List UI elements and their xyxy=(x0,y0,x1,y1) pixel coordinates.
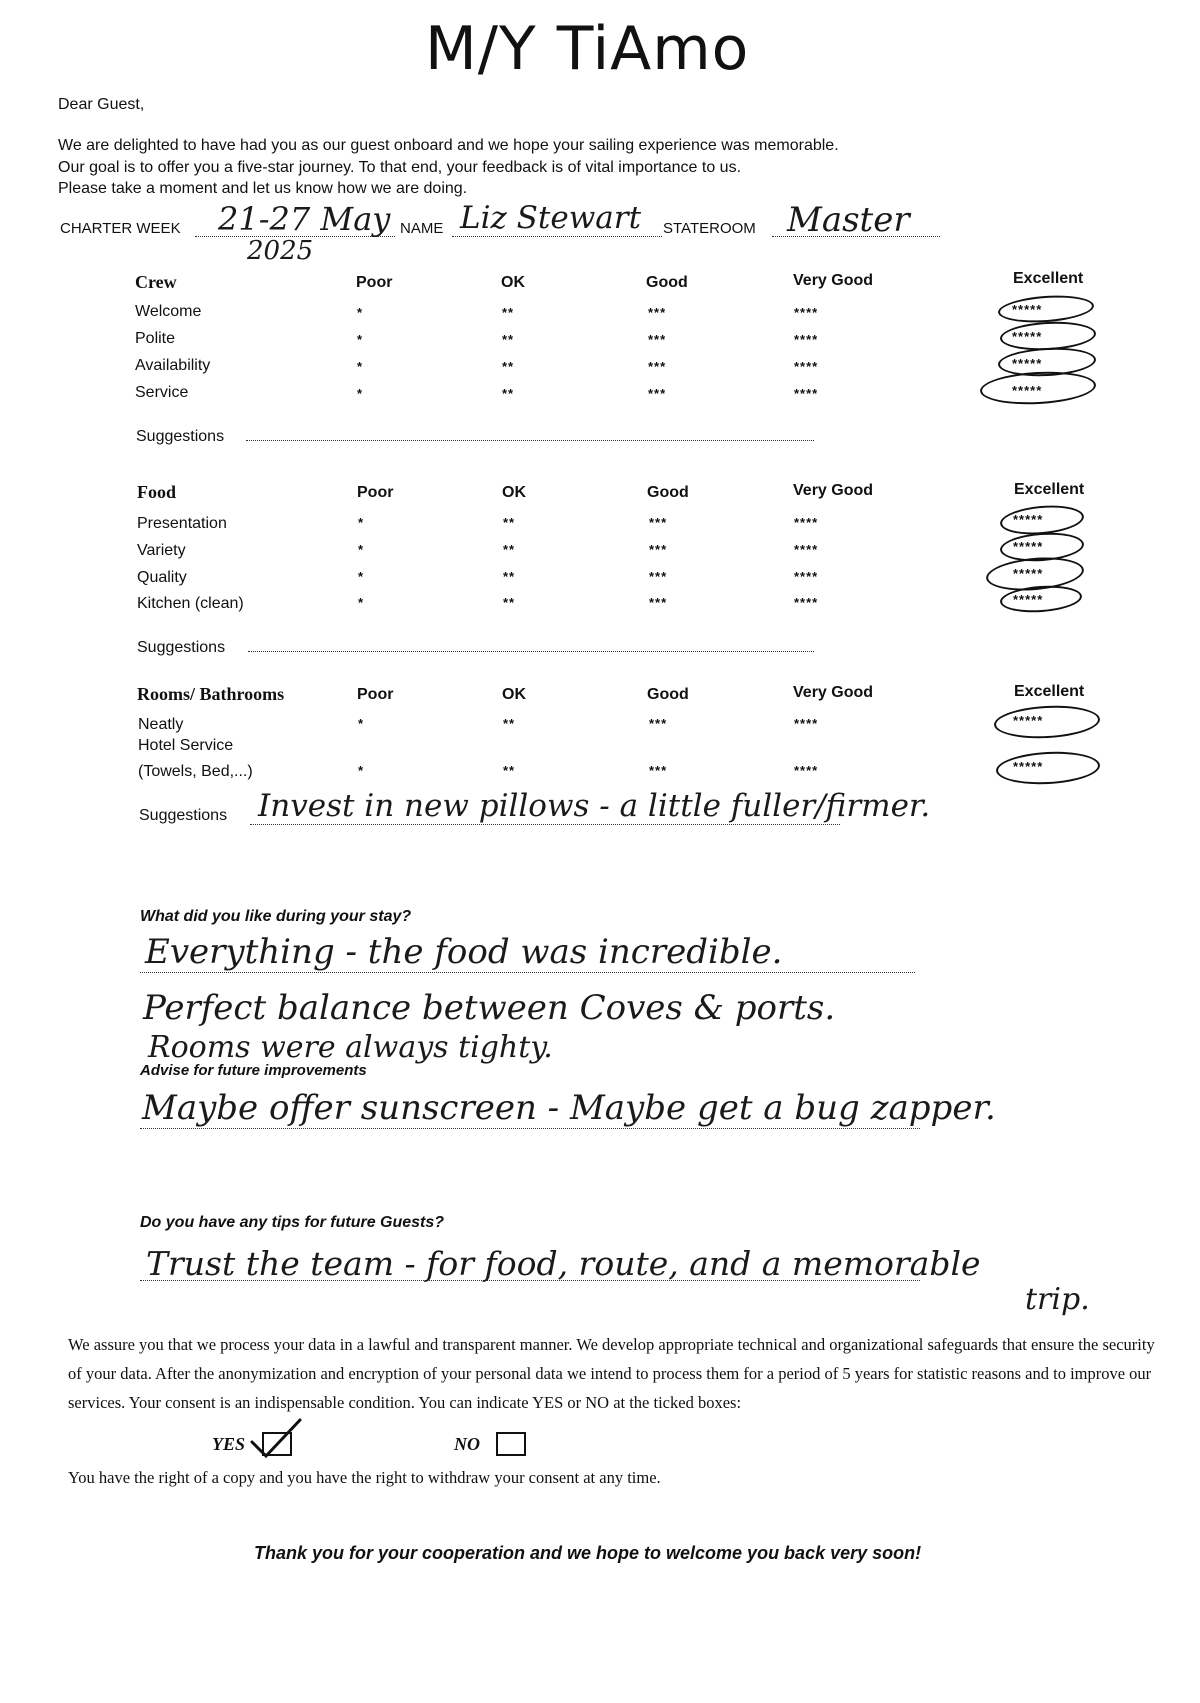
rooms-suggestions-label: Suggestions xyxy=(139,807,228,824)
rating-star-selected[interactable]: ***** xyxy=(1013,713,1044,728)
greeting: Dear Guest, xyxy=(58,96,145,113)
rating-star[interactable]: **** xyxy=(794,542,819,557)
rating-star[interactable]: ** xyxy=(503,595,516,610)
rating-star[interactable]: ** xyxy=(502,359,515,374)
selection-circle xyxy=(979,369,1097,407)
rating-star[interactable]: *** xyxy=(648,386,667,401)
rating-star[interactable]: *** xyxy=(649,515,668,530)
rating-star[interactable]: ** xyxy=(502,332,515,347)
stateroom-label: STATEROOM xyxy=(663,220,756,237)
tips-question: Do you have any tips for future Guests? xyxy=(140,1214,445,1231)
name-value[interactable]: Liz Stewart xyxy=(460,200,642,236)
advise-question: Advise for future improvements xyxy=(140,1062,367,1079)
advise-answer-1[interactable]: Maybe offer sunscreen - Maybe get a bug zapper. xyxy=(142,1088,996,1128)
rating-star[interactable]: *** xyxy=(649,595,668,610)
rating-star[interactable]: ** xyxy=(503,542,516,557)
rating-star-selected[interactable]: ***** xyxy=(1012,329,1043,344)
rating-star-selected[interactable]: ***** xyxy=(1012,302,1043,317)
crew-col-ok: OK xyxy=(501,274,525,291)
liked-line[interactable] xyxy=(140,972,915,973)
rating-star[interactable]: * xyxy=(358,716,365,731)
rating-star[interactable]: ** xyxy=(503,569,516,584)
advise-line[interactable] xyxy=(140,1128,920,1129)
rating-star[interactable]: **** xyxy=(794,569,819,584)
food-row-kitchen: Kitchen (clean) xyxy=(137,595,244,612)
name-line xyxy=(452,236,662,237)
rooms-row-hotel-service: Hotel Service xyxy=(138,737,234,754)
food-suggestions-label: Suggestions xyxy=(137,639,226,656)
rooms-row-neatly: Neatly xyxy=(138,716,184,733)
rating-star-selected[interactable]: ***** xyxy=(1013,592,1044,607)
rating-star[interactable]: *** xyxy=(648,359,667,374)
rating-star[interactable]: **** xyxy=(794,305,819,320)
rating-star[interactable]: * xyxy=(357,332,364,347)
intro-line-2: Our goal is to offer you a five-star journey. To that end, your feedback is of vital importance to us. xyxy=(58,159,742,176)
tips-answer-2[interactable]: trip. xyxy=(1025,1282,1090,1317)
rating-star[interactable]: **** xyxy=(794,595,819,610)
charter-year-value[interactable]: 2025 xyxy=(247,236,314,266)
crew-row-polite: Polite xyxy=(135,330,176,347)
rating-star[interactable]: **** xyxy=(794,359,819,374)
rooms-row-hotel-service-detail: (Towels, Bed,...) xyxy=(138,763,253,780)
rating-star[interactable]: * xyxy=(358,763,365,778)
page-title: M/Y TiAmo xyxy=(425,14,750,84)
rating-star[interactable]: ** xyxy=(503,716,516,731)
rating-star[interactable]: ** xyxy=(502,305,515,320)
rating-star[interactable]: **** xyxy=(794,763,819,778)
tips-answer-1[interactable]: Trust the team - for food, route, and a memorable xyxy=(146,1244,981,1283)
crew-row-welcome: Welcome xyxy=(135,303,202,320)
rating-star-selected[interactable]: ***** xyxy=(1013,566,1044,581)
liked-answer-1[interactable]: Everything - the food was incredible. xyxy=(145,932,783,972)
food-row-variety: Variety xyxy=(137,542,186,559)
rating-star-selected[interactable]: ***** xyxy=(1012,383,1043,398)
food-col-good: Good xyxy=(647,484,689,501)
rating-star[interactable]: * xyxy=(358,515,365,530)
food-col-ok: OK xyxy=(502,484,526,501)
rooms-section-title: Rooms/ Bathrooms xyxy=(137,684,285,704)
rights-statement: You have the right of a copy and you have the right to withdraw your consent at any time. xyxy=(68,1468,661,1487)
rooms-col-ok: OK xyxy=(502,686,526,703)
crew-suggestions-label: Suggestions xyxy=(136,428,225,445)
crew-col-very-good: Very Good xyxy=(793,272,874,289)
liked-answer-2[interactable]: Perfect balance between Coves & ports. xyxy=(143,988,836,1028)
privacy-statement: We assure you that we process your data in a lawful and transparent manner. We develop appropriate technical and organizational safeguards that ensure the security of your data. After the anonymization and encryption of your personal data we intend to process them for a period of 5 years for statistic reasons and to improve our services. Your consent is an indispensable condition. You can indicate YES or NO at the ticked boxes: xyxy=(68,1335,1155,1412)
selection-circle xyxy=(997,293,1095,326)
rating-star[interactable]: *** xyxy=(649,542,668,557)
rating-star[interactable]: **** xyxy=(794,386,819,401)
rooms-col-poor: Poor xyxy=(357,686,394,703)
crew-section-title: Crew xyxy=(135,272,177,292)
food-section-title: Food xyxy=(137,482,177,502)
thank-you-message: Thank you for your cooperation and we hope to welcome you back very soon! xyxy=(254,1543,922,1563)
rooms-col-very-good: Very Good xyxy=(793,684,874,701)
consent-no-checkbox[interactable] xyxy=(496,1432,526,1456)
consent-no-label: NO xyxy=(454,1434,480,1454)
rooms-suggestions-line[interactable] xyxy=(250,824,840,825)
liked-question: What did you like during your stay? xyxy=(140,908,412,925)
food-row-quality: Quality xyxy=(137,569,187,586)
charter-week-label: CHARTER WEEK xyxy=(60,220,181,237)
food-col-excellent: Excellent xyxy=(1014,481,1085,498)
rating-star-selected[interactable]: ***** xyxy=(1012,356,1043,371)
rating-star[interactable]: **** xyxy=(794,515,819,530)
rating-star[interactable]: * xyxy=(357,359,364,374)
rating-star[interactable]: *** xyxy=(649,763,668,778)
consent-yes-label: YES xyxy=(212,1434,246,1454)
rating-star[interactable]: ** xyxy=(503,763,516,778)
crew-col-poor: Poor xyxy=(356,274,393,291)
food-suggestions-line[interactable] xyxy=(248,651,814,652)
rating-star-selected[interactable]: ***** xyxy=(1013,759,1044,774)
rating-star[interactable]: * xyxy=(358,595,365,610)
selection-circle xyxy=(993,703,1101,741)
rating-star[interactable]: *** xyxy=(649,716,668,731)
consent-yes-checkbox[interactable] xyxy=(262,1432,292,1456)
selection-circle xyxy=(995,749,1101,786)
stateroom-value[interactable]: Master xyxy=(787,200,910,240)
intro-line-1: We are delighted to have had you as our guest onboard and we hope your sailing experience was memorable. xyxy=(58,137,839,154)
name-label: NAME xyxy=(400,220,444,237)
rooms-col-excellent: Excellent xyxy=(1014,683,1085,700)
rating-star[interactable]: *** xyxy=(648,305,667,320)
food-row-presentation: Presentation xyxy=(137,515,227,532)
crew-suggestions-line[interactable] xyxy=(246,440,814,441)
rating-star[interactable]: **** xyxy=(794,716,819,731)
rating-star-selected[interactable]: ***** xyxy=(1013,512,1044,527)
rating-star[interactable]: ** xyxy=(503,515,516,530)
charter-week-value[interactable]: 21-27 May xyxy=(218,200,391,238)
crew-col-good: Good xyxy=(646,274,688,291)
crew-col-excellent: Excellent xyxy=(1013,270,1084,287)
rating-star[interactable]: * xyxy=(357,305,364,320)
rating-star[interactable]: * xyxy=(358,542,365,557)
rating-star-selected[interactable]: ***** xyxy=(1013,539,1044,554)
intro-line-3: Please take a moment and let us know how we are doing. xyxy=(58,180,468,197)
food-col-very-good: Very Good xyxy=(793,482,874,499)
food-col-poor: Poor xyxy=(357,484,394,501)
rating-star[interactable]: *** xyxy=(649,569,668,584)
rating-star[interactable]: ** xyxy=(502,386,515,401)
crew-row-availability: Availability xyxy=(135,357,211,374)
liked-answer-3[interactable]: Rooms were always tighty. xyxy=(148,1030,553,1065)
rating-star[interactable]: * xyxy=(357,386,364,401)
rooms-suggestions-value[interactable]: Invest in new pillows - a little fuller/firmer. xyxy=(258,788,931,824)
rating-star[interactable]: *** xyxy=(648,332,667,347)
rating-star[interactable]: **** xyxy=(794,332,819,347)
rooms-col-good: Good xyxy=(647,686,689,703)
crew-row-service: Service xyxy=(135,384,189,401)
rating-star[interactable]: * xyxy=(358,569,365,584)
